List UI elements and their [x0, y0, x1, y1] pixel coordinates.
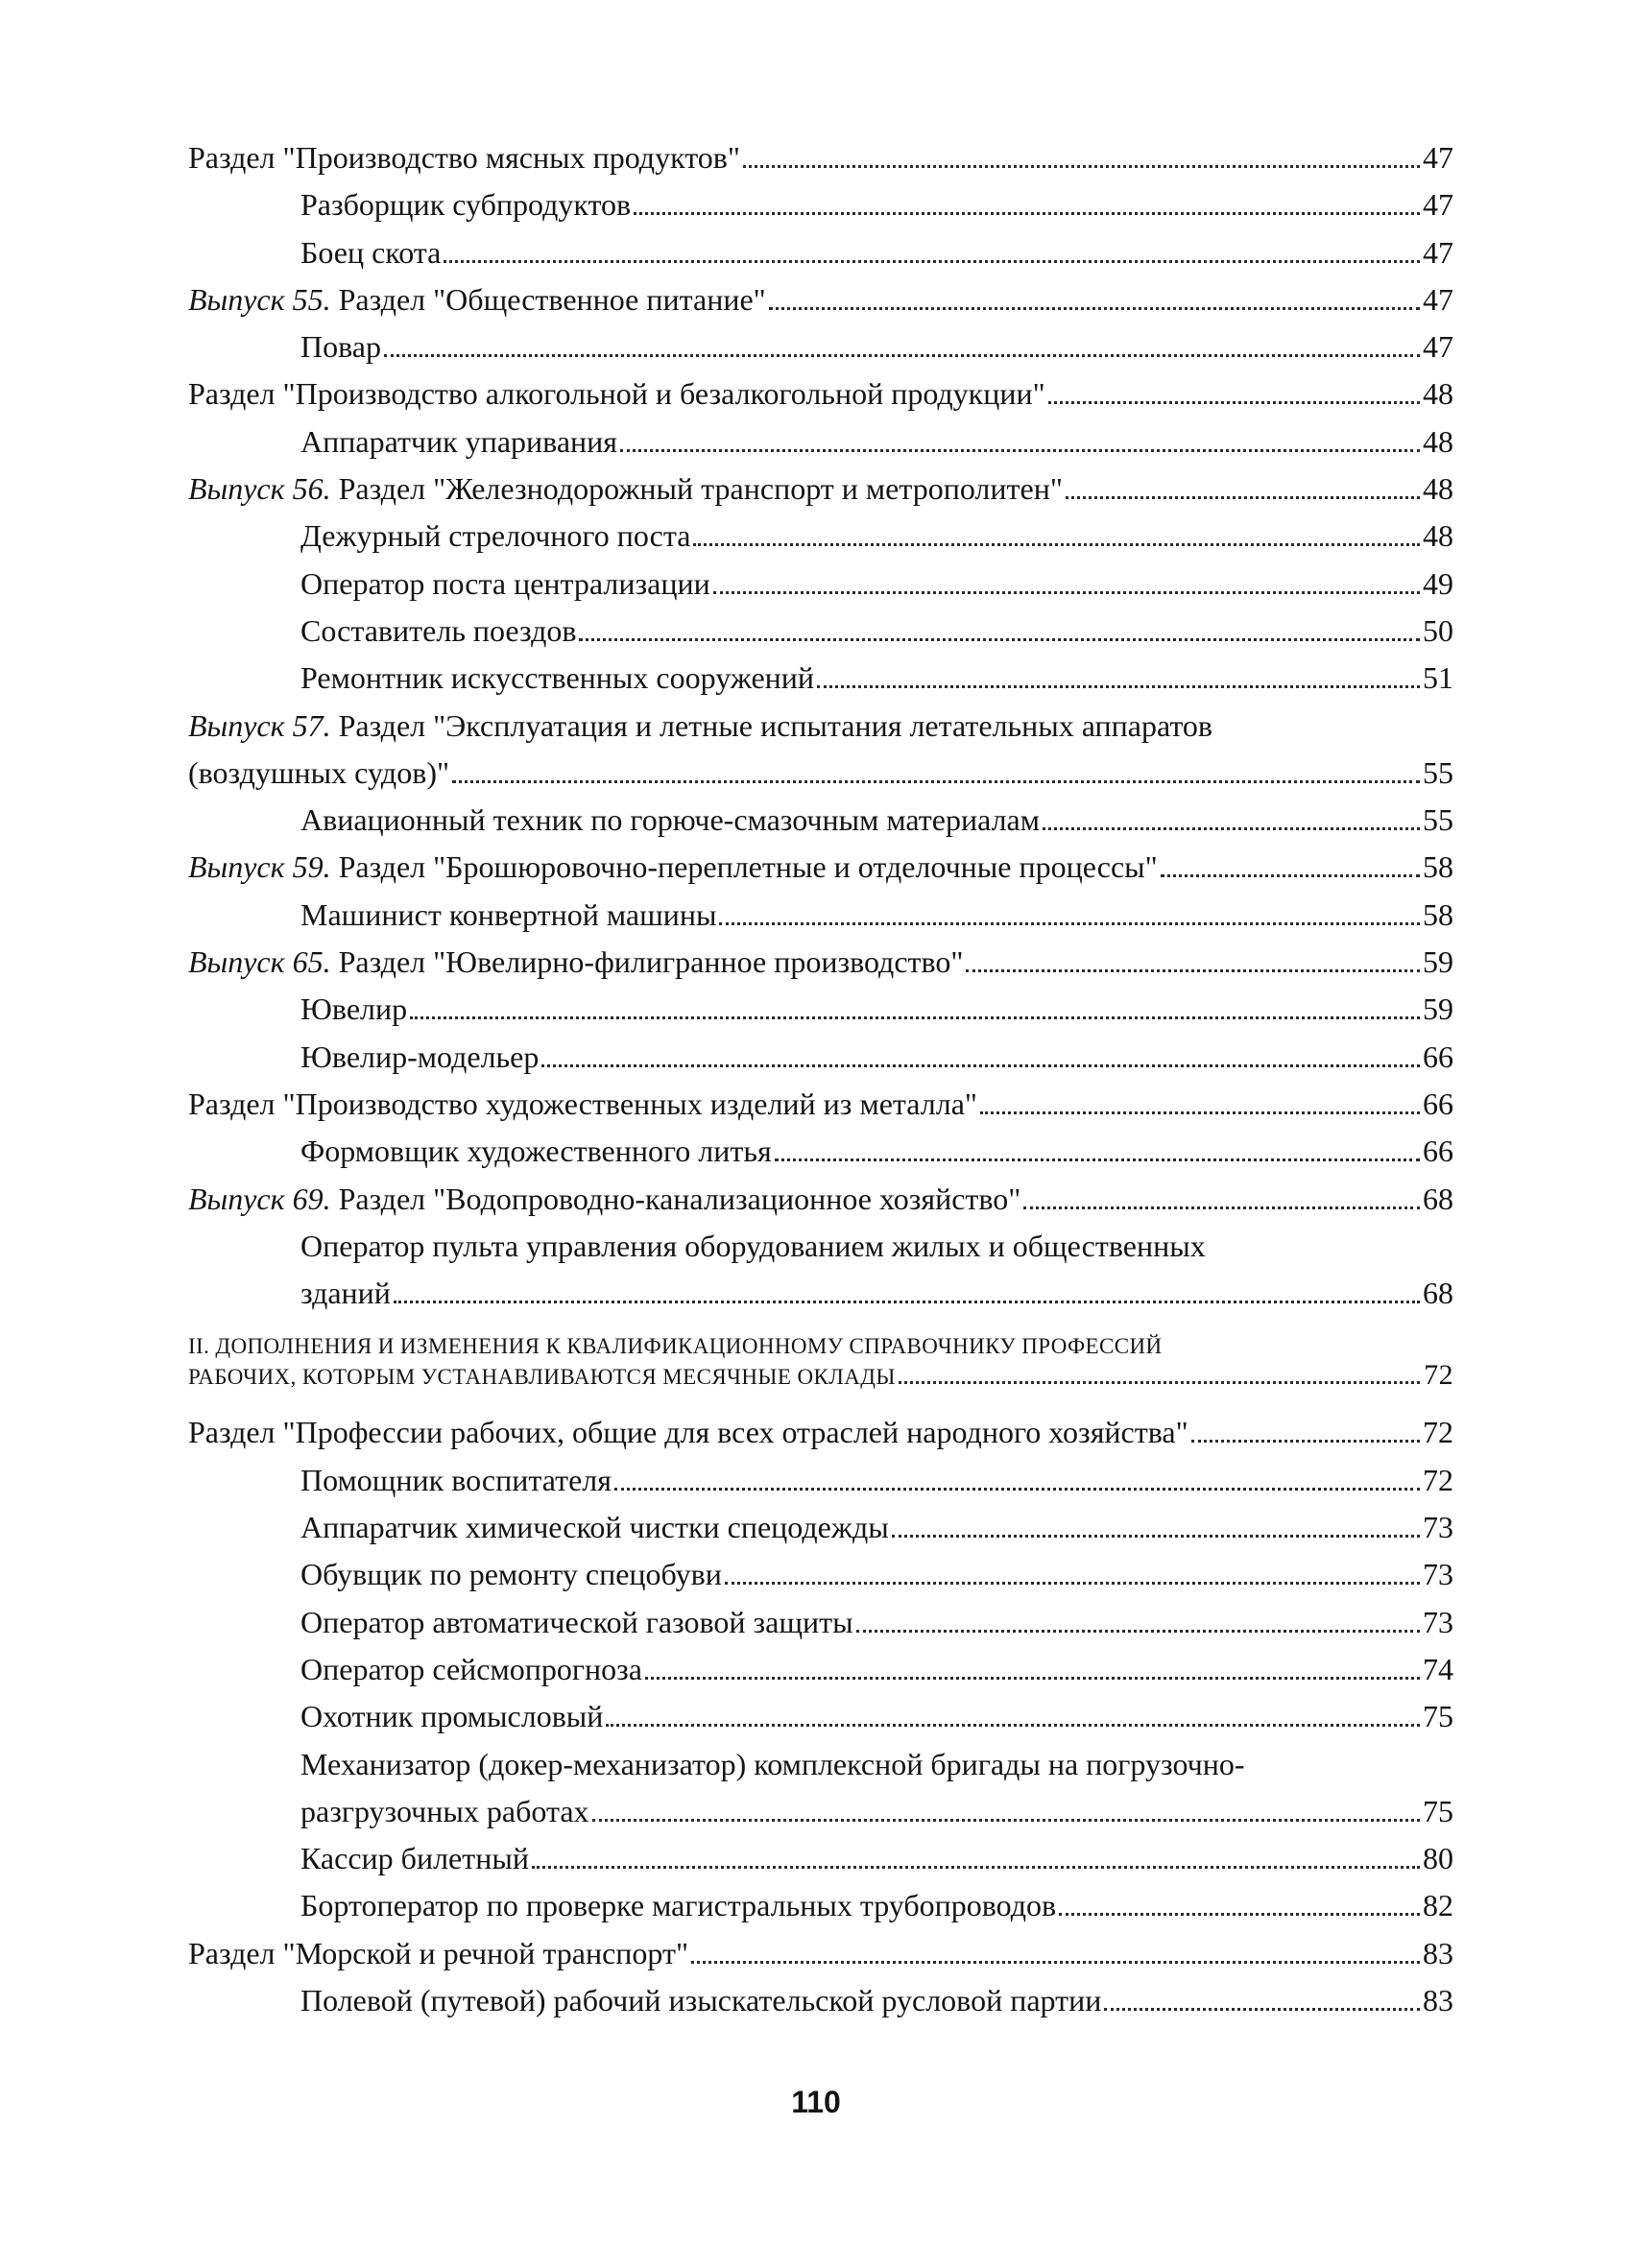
dot-leader	[410, 1016, 1420, 1019]
dot-leader	[693, 543, 1420, 546]
toc-section-entry	[188, 844, 1453, 891]
toc-profession-entry	[188, 181, 1453, 228]
entry-title: Механизатор (докер-механизатор) комплексной бригады на погрузочно-	[300, 1746, 1245, 1781]
toc-profession-entry	[188, 797, 1453, 844]
entry-page-number: 83	[1423, 1935, 1453, 1970]
entry-page-number: 66	[1423, 1134, 1453, 1169]
dot-leader	[452, 780, 1420, 783]
dot-leader	[892, 1535, 1420, 1538]
entry-page-number: 80	[1423, 1841, 1453, 1876]
dot-leader	[532, 1866, 1420, 1869]
entry-page-number: 75	[1423, 1699, 1453, 1734]
toc-profession-entry	[188, 561, 1453, 608]
toc-section-entry	[188, 703, 1453, 798]
entry-title: Раздел "Производство алкогольной и безалкогольной продукции"	[188, 376, 1045, 412]
entry-page-number: 68	[1423, 1181, 1453, 1216]
dot-leader	[856, 1630, 1420, 1633]
toc-section-entry	[188, 276, 1453, 323]
entry-title: Оператор автоматической газовой защиты	[300, 1604, 853, 1639]
dot-leader	[719, 922, 1420, 925]
edition-label: Выпуск 59.	[188, 849, 331, 885]
dot-leader	[541, 1064, 1420, 1067]
entry-page-number: 51	[1423, 660, 1453, 696]
toc-profession-entry	[188, 1835, 1453, 1882]
entry-page-number: 48	[1423, 518, 1453, 554]
toc-section-entry	[188, 134, 1453, 181]
entry-title: Раздел "Производство мясных продуктов"	[188, 140, 740, 175]
dot-leader	[980, 1111, 1420, 1114]
dot-leader	[769, 307, 1420, 310]
toc-profession-entry	[188, 229, 1453, 276]
edition-label: Выпуск 69.	[188, 1181, 331, 1216]
entry-page-number: 72	[1424, 1359, 1453, 1392]
edition-label: Выпуск 65.	[188, 944, 331, 980]
entry-page-number: 47	[1423, 234, 1453, 270]
dot-leader	[394, 1301, 1420, 1303]
dot-leader	[634, 212, 1420, 215]
entry-title: Раздел "Водопроводно-канализационное хозяйство"	[338, 1181, 1021, 1216]
entry-page-number: 47	[1423, 140, 1453, 175]
entry-title: (воздушных судов)"	[188, 754, 450, 790]
dot-leader	[743, 165, 1420, 168]
edition-label: Выпуск 57.	[188, 707, 331, 743]
toc-profession-entry	[188, 1646, 1453, 1693]
toc-section-entry	[188, 1176, 1453, 1223]
entry-title: Боец скота	[300, 234, 442, 270]
toc-section-entry	[188, 370, 1453, 418]
entry-title: Оператор сейсмопрогноза	[300, 1651, 642, 1686]
entry-title: Раздел "Брошюровочно-переплетные и отделочные процессы"	[338, 849, 1158, 885]
entry-page-number: 75	[1423, 1793, 1453, 1828]
toc-profession-entry	[188, 1741, 1453, 1836]
entry-page-number: 50	[1423, 612, 1453, 648]
toc-profession-entry	[188, 323, 1453, 370]
entry-page-number: 47	[1423, 187, 1453, 223]
entry-title: Бортоператор по проверке магистральных трубопроводов	[300, 1888, 1057, 1923]
entry-title: Раздел "Профессии рабочих, общие для всех отраслей народного хозяйства"	[188, 1415, 1188, 1450]
dot-leader	[444, 260, 1420, 263]
entry-title: Обувщик по ремонту спецобуви	[300, 1557, 722, 1592]
entry-title: Раздел "Железнодорожный транспорт и метрополитен"	[338, 471, 1063, 507]
entry-page-number: 58	[1423, 849, 1453, 885]
entry-title: Ювелир-модельер	[300, 1039, 540, 1074]
entry-page-number: 73	[1423, 1604, 1453, 1639]
dot-leader	[817, 685, 1420, 688]
dot-leader	[1104, 2008, 1420, 2011]
entry-page-number: 48	[1423, 471, 1453, 507]
entry-page-number: 73	[1423, 1510, 1453, 1545]
entry-title: Авиационный техник по горюче-смазочным материалам	[300, 802, 1040, 838]
entry-page-number: 47	[1423, 281, 1453, 317]
toc-profession-entry	[188, 608, 1453, 655]
dot-leader	[1066, 496, 1420, 499]
entry-page-number: 55	[1423, 802, 1453, 838]
toc-profession-entry	[188, 1504, 1453, 1551]
entry-page-number: 49	[1423, 565, 1453, 601]
dot-leader	[1043, 827, 1420, 830]
toc-profession-entry	[188, 418, 1453, 466]
entry-title: Раздел "Ювелирно-филигранное производство"	[338, 944, 964, 980]
entry-title: Полевой (путевой) рабочий изыскательской русловой партии	[300, 1982, 1102, 2017]
entry-page-number: 48	[1423, 423, 1453, 459]
dot-leader	[592, 1819, 1420, 1822]
entry-title: Аппаратчик упаривания	[300, 423, 617, 459]
table-of-contents	[188, 134, 1453, 2024]
toc-part-heading	[188, 1332, 1453, 1392]
entry-title: РАБОЧИХ, КОТОРЫМ УСТАНАВЛИВАЮТСЯ МЕСЯЧНЫЕ ОКЛАДЫ	[188, 1365, 896, 1390]
entry-title: разгрузочных работах	[300, 1793, 589, 1828]
dot-leader	[620, 449, 1420, 452]
entry-title: II. ДОПОЛНЕНИЯ И ИЗМЕНЕНИЯ К КВАЛИФИКАЦИОННОМУ СПРАВОЧНИКУ ПРОФЕССИЙ	[188, 1334, 1163, 1359]
toc-section-entry	[188, 1930, 1453, 1977]
entry-title: зданий	[300, 1276, 391, 1311]
dot-leader	[1048, 401, 1420, 404]
dot-leader	[775, 1158, 1420, 1161]
dot-leader	[691, 1961, 1420, 1964]
edition-label: Выпуск 55.	[188, 281, 331, 317]
entry-title: Дежурный стрелочного поста	[300, 518, 691, 554]
toc-profession-entry	[188, 892, 1453, 939]
toc-section-entry	[188, 1081, 1453, 1128]
edition-label: Выпуск 56.	[188, 471, 331, 507]
entry-title: Раздел "Эксплуатация и летные испытания летательных аппаратов	[338, 707, 1213, 743]
page-number: 110	[791, 2085, 841, 2119]
dot-leader	[384, 354, 1420, 357]
toc-profession-entry	[188, 1223, 1453, 1318]
entry-title: Повар	[300, 329, 381, 365]
entry-page-number: 72	[1423, 1415, 1453, 1450]
entry-title: Ювелир	[300, 991, 408, 1027]
dot-leader	[606, 1724, 1420, 1727]
toc-section-entry	[188, 1409, 1453, 1456]
entry-title: Охотник промысловый	[300, 1699, 604, 1734]
dot-leader	[899, 1381, 1420, 1384]
dot-leader	[966, 969, 1420, 972]
entry-title: Кассир билетный	[300, 1841, 529, 1876]
entry-title: Формовщик художественного литья	[300, 1134, 772, 1169]
entry-page-number: 82	[1423, 1888, 1453, 1923]
entry-title: Составитель поездов	[300, 612, 577, 648]
toc-profession-entry	[188, 1693, 1453, 1740]
toc-profession-entry	[188, 1599, 1453, 1646]
dot-leader	[614, 1488, 1420, 1491]
entry-title: Раздел "Производство художественных изделий из металла"	[188, 1086, 977, 1121]
dot-leader	[1161, 874, 1420, 877]
toc-profession-entry	[188, 1977, 1453, 2024]
entry-title: Оператор пульта управления оборудованием жилых и общественных	[300, 1228, 1206, 1263]
entry-title: Раздел "Морской и речной транспорт"	[188, 1935, 689, 1970]
entry-title: Раздел "Общественное питание"	[338, 281, 766, 317]
toc-profession-entry	[188, 1882, 1453, 1929]
dot-leader	[1023, 1206, 1420, 1209]
entry-page-number: 48	[1423, 376, 1453, 412]
entry-page-number: 55	[1423, 754, 1453, 790]
toc-profession-entry	[188, 1034, 1453, 1081]
entry-page-number: 73	[1423, 1557, 1453, 1592]
toc-profession-entry	[188, 1457, 1453, 1504]
entry-page-number: 58	[1423, 896, 1453, 932]
entry-page-number: 47	[1423, 329, 1453, 365]
dot-leader	[579, 638, 1420, 641]
entry-title: Помощник воспитателя	[300, 1462, 612, 1497]
toc-profession-entry	[188, 1551, 1453, 1598]
entry-title: Разборщик субпродуктов	[300, 187, 632, 223]
entry-page-number: 66	[1423, 1086, 1453, 1121]
entry-page-number: 74	[1423, 1651, 1453, 1686]
dot-leader	[1059, 1913, 1420, 1916]
toc-section-entry	[188, 466, 1453, 513]
entry-title: Машинист конвертной машины	[300, 896, 717, 932]
entry-title: Оператор поста централизации	[300, 565, 710, 601]
toc-profession-entry	[188, 655, 1453, 702]
entry-page-number: 59	[1423, 944, 1453, 980]
dot-leader	[725, 1582, 1420, 1585]
dot-leader	[1191, 1440, 1420, 1443]
entry-title: Аппаратчик химической чистки спецодежды	[300, 1510, 889, 1545]
entry-title: Ремонтник искусственных сооружений	[300, 660, 815, 696]
toc-section-entry	[188, 939, 1453, 986]
entry-page-number: 66	[1423, 1039, 1453, 1074]
toc-profession-entry	[188, 1128, 1453, 1175]
toc-profession-entry	[188, 513, 1453, 560]
entry-page-number: 72	[1423, 1462, 1453, 1497]
entry-page-number: 83	[1423, 1982, 1453, 2017]
entry-page-number: 59	[1423, 991, 1453, 1027]
dot-leader	[645, 1677, 1420, 1680]
entry-page-number: 68	[1423, 1276, 1453, 1311]
toc-profession-entry	[188, 986, 1453, 1033]
dot-leader	[713, 591, 1420, 594]
